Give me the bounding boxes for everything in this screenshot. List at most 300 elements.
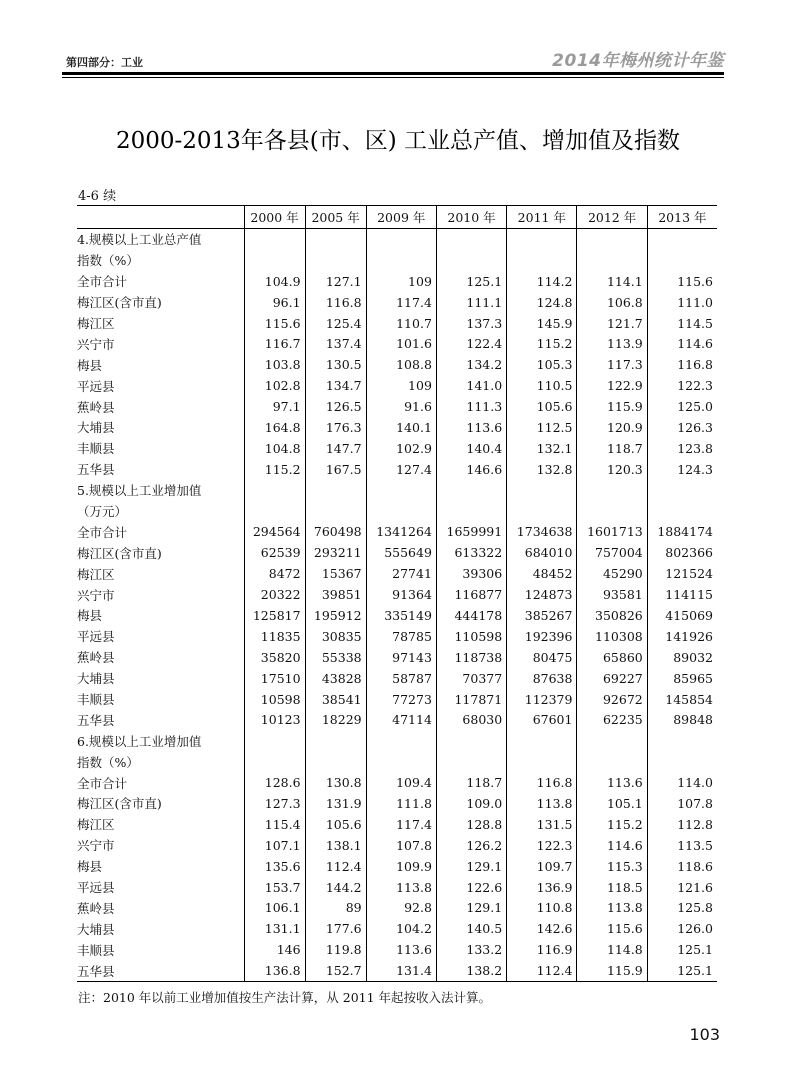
value-cell: 89 (305, 898, 366, 919)
value-cell (507, 751, 577, 772)
value-cell: 121.7 (577, 313, 647, 334)
header-rule-thin (62, 77, 724, 78)
value-cell: 195912 (305, 605, 366, 626)
value-cell: 116.8 (647, 354, 717, 375)
value-cell: 115.9 (577, 396, 647, 417)
value-cell (366, 730, 436, 751)
value-cell: 102.8 (244, 375, 305, 396)
value-cell (305, 501, 366, 522)
value-cell: 121.6 (647, 877, 717, 898)
table-row (77, 438, 717, 459)
value-cell: 112.8 (647, 814, 717, 835)
value-cell: 17510 (244, 668, 305, 689)
value-cell: 39851 (305, 584, 366, 605)
value-cell: 78785 (366, 626, 436, 647)
value-cell: 70377 (436, 668, 506, 689)
value-cell: 107.1 (244, 835, 305, 856)
value-cell: 126.5 (305, 396, 366, 417)
value-cell: 1601713 (577, 521, 647, 542)
value-cell: 1659991 (436, 521, 506, 542)
value-cell: 117.3 (577, 354, 647, 375)
value-cell: 10123 (244, 709, 305, 730)
value-cell (577, 229, 647, 250)
value-cell: 126.3 (647, 417, 717, 438)
row-label: 梅江区 (77, 566, 115, 582)
value-cell: 112.5 (507, 417, 577, 438)
value-cell: 45290 (577, 563, 647, 584)
value-cell: 134.2 (436, 354, 506, 375)
table-row (77, 375, 717, 396)
row-label: 梅江区 (77, 316, 115, 331)
row-label: 兴宁市 (77, 336, 115, 352)
value-cell: 117.4 (366, 814, 436, 835)
header-cell-year: 2011 年 (507, 206, 577, 229)
value-cell: 335149 (366, 605, 436, 626)
value-cell: 115.3 (577, 856, 647, 877)
value-cell: 105.6 (305, 814, 366, 835)
value-cell: 135.6 (244, 856, 305, 877)
value-cell: 124.3 (647, 459, 717, 480)
value-cell: 294564 (244, 521, 305, 542)
value-cell: 555649 (366, 542, 436, 563)
value-cell: 104.2 (366, 918, 436, 939)
value-cell: 147.7 (305, 438, 366, 459)
value-cell: 114.2 (507, 271, 577, 292)
value-cell: 77273 (366, 689, 436, 710)
value-cell: 115.9 (577, 960, 647, 981)
value-cell: 129.1 (436, 856, 506, 877)
row-label: 4.规模以上工业总产值 (77, 232, 202, 248)
value-cell (366, 751, 436, 772)
value-cell: 114115 (647, 584, 717, 605)
value-cell: 109 (366, 271, 436, 292)
table-row (77, 835, 717, 856)
row-label: 指数（%） (77, 754, 139, 770)
row-label: 五华县 (77, 462, 115, 478)
value-cell: 114.6 (647, 333, 717, 354)
value-cell: 144.2 (305, 877, 366, 898)
row-label: 梅县 (77, 357, 103, 373)
row-label: 全市合计 (77, 775, 128, 791)
statistics-table (77, 205, 717, 982)
value-cell: 93581 (577, 584, 647, 605)
value-cell: 109.4 (366, 772, 436, 793)
value-cell: 104.9 (244, 271, 305, 292)
value-cell: 43828 (305, 668, 366, 689)
value-cell: 97.1 (244, 396, 305, 417)
table-row (77, 814, 717, 835)
value-cell: 85965 (647, 668, 717, 689)
value-cell: 20322 (244, 584, 305, 605)
value-cell: 80475 (507, 647, 577, 668)
value-cell: 121524 (647, 563, 717, 584)
table-row (77, 250, 717, 271)
value-cell: 125.4 (305, 313, 366, 334)
value-cell: 113.8 (577, 898, 647, 919)
value-cell: 127.4 (366, 459, 436, 480)
row-label: 大埔县 (77, 420, 115, 436)
value-cell (305, 480, 366, 501)
value-cell: 153.7 (244, 877, 305, 898)
row-label: 梅江区(含市直) (77, 295, 162, 311)
value-cell: 112379 (507, 689, 577, 710)
value-cell: 350826 (577, 605, 647, 626)
value-cell: 110308 (577, 626, 647, 647)
table-row (77, 229, 717, 250)
table-row (77, 939, 717, 960)
value-cell: 385267 (507, 605, 577, 626)
value-cell: 129.1 (436, 898, 506, 919)
table-row (77, 709, 717, 730)
value-cell (366, 480, 436, 501)
value-cell: 114.1 (577, 271, 647, 292)
row-label: 大埔县 (77, 921, 115, 937)
value-cell: 138.1 (305, 835, 366, 856)
value-cell: 96.1 (244, 292, 305, 313)
value-cell: 114.5 (647, 313, 717, 334)
table-row (77, 751, 717, 772)
value-cell: 10598 (244, 689, 305, 710)
value-cell (507, 229, 577, 250)
value-cell: 68030 (436, 709, 506, 730)
value-cell (577, 250, 647, 271)
value-cell (577, 730, 647, 751)
table-row (77, 313, 717, 334)
value-cell: 137.4 (305, 333, 366, 354)
value-cell: 113.6 (366, 939, 436, 960)
value-cell: 1734638 (507, 521, 577, 542)
value-cell (577, 480, 647, 501)
value-cell (305, 730, 366, 751)
value-cell: 152.7 (305, 960, 366, 981)
value-cell: 97143 (366, 647, 436, 668)
value-cell: 62539 (244, 542, 305, 563)
value-cell (647, 250, 717, 271)
row-label: 兴宁市 (77, 838, 115, 854)
value-cell: 58787 (366, 668, 436, 689)
table-header-row (77, 206, 717, 229)
value-cell: 118.7 (436, 772, 506, 793)
value-cell: 192396 (507, 626, 577, 647)
value-cell: 89032 (647, 647, 717, 668)
value-cell (507, 501, 577, 522)
value-cell: 130.5 (305, 354, 366, 375)
value-cell: 113.8 (507, 793, 577, 814)
table-row (77, 292, 717, 313)
value-cell: 140.5 (436, 918, 506, 939)
header-cell-year: 2005 年 (305, 206, 366, 229)
value-cell: 415069 (647, 605, 717, 626)
value-cell: 130.8 (305, 772, 366, 793)
row-label: 平远县 (77, 378, 115, 394)
header-cell-year: 2009 年 (366, 206, 436, 229)
row-label: 全市合计 (77, 524, 128, 540)
value-cell: 107.8 (647, 793, 717, 814)
row-label: 梅县 (77, 859, 103, 875)
value-cell: 115.6 (244, 313, 305, 334)
value-cell: 116877 (436, 584, 506, 605)
value-cell: 103.8 (244, 354, 305, 375)
yearbook-label: 2014年梅州统计年鉴 (552, 51, 724, 71)
table-row (77, 459, 717, 480)
value-cell: 91.6 (366, 396, 436, 417)
table-row (77, 605, 717, 626)
value-cell: 67601 (507, 709, 577, 730)
table-row (77, 501, 717, 522)
value-cell: 108.8 (366, 354, 436, 375)
row-label: 梅江区(含市直) (77, 796, 162, 812)
row-label: 指数（%） (77, 253, 139, 269)
value-cell (366, 250, 436, 271)
value-cell: 145854 (647, 689, 717, 710)
value-cell: 111.0 (647, 292, 717, 313)
table-row (77, 856, 717, 877)
value-cell: 126.0 (647, 918, 717, 939)
row-label: 丰顺县 (77, 441, 115, 457)
value-cell: 110.8 (507, 898, 577, 919)
row-label: 五华县 (77, 712, 115, 728)
value-cell: 145.9 (507, 313, 577, 334)
row-label: 丰顺县 (77, 942, 115, 958)
value-cell: 125.1 (436, 271, 506, 292)
value-cell: 137.3 (436, 313, 506, 334)
value-cell: 120.3 (577, 459, 647, 480)
value-cell: 122.3 (507, 835, 577, 856)
value-cell: 55338 (305, 647, 366, 668)
value-cell: 104.8 (244, 438, 305, 459)
row-label: 五华县 (77, 960, 244, 981)
value-cell (436, 229, 506, 250)
value-cell: 110.5 (507, 375, 577, 396)
table-row (77, 668, 717, 689)
row-label: 蕉岭县 (77, 900, 115, 916)
value-cell: 757004 (577, 542, 647, 563)
value-cell: 122.6 (436, 877, 506, 898)
row-label: 梅县 (77, 608, 103, 624)
value-cell (244, 229, 305, 250)
value-cell: 134.7 (305, 375, 366, 396)
value-cell: 27741 (366, 563, 436, 584)
value-cell (647, 229, 717, 250)
value-cell: 136.8 (244, 960, 305, 981)
row-label: 6.规模以上工业增加值 (77, 733, 202, 749)
value-cell: 131.5 (507, 814, 577, 835)
value-cell: 116.8 (305, 292, 366, 313)
value-cell: 141.0 (436, 375, 506, 396)
value-cell: 8472 (244, 563, 305, 584)
value-cell (647, 501, 717, 522)
value-cell (436, 730, 506, 751)
value-cell: 35820 (244, 647, 305, 668)
value-cell: 760498 (305, 521, 366, 542)
value-cell (305, 751, 366, 772)
value-cell: 113.5 (647, 835, 717, 856)
value-cell: 128.8 (436, 814, 506, 835)
value-cell: 30835 (305, 626, 366, 647)
value-cell: 112.4 (305, 856, 366, 877)
row-label: 大埔县 (77, 671, 115, 687)
value-cell: 113.9 (577, 333, 647, 354)
value-cell: 92.8 (366, 898, 436, 919)
value-cell: 105.3 (507, 354, 577, 375)
value-cell: 124873 (507, 584, 577, 605)
value-cell: 1341264 (366, 521, 436, 542)
value-cell: 101.6 (366, 333, 436, 354)
value-cell (577, 501, 647, 522)
value-cell (305, 250, 366, 271)
table-row (77, 396, 717, 417)
table-row (77, 626, 717, 647)
value-cell (507, 480, 577, 501)
value-cell: 613322 (436, 542, 506, 563)
value-cell: 128.6 (244, 772, 305, 793)
value-cell: 109.0 (436, 793, 506, 814)
value-cell: 113.6 (436, 417, 506, 438)
header-cell-year: 2000 年 (244, 206, 305, 229)
value-cell: 114.6 (577, 835, 647, 856)
value-cell: 92672 (577, 689, 647, 710)
table-row (77, 333, 717, 354)
value-cell: 115.2 (244, 459, 305, 480)
value-cell: 122.9 (577, 375, 647, 396)
row-label: 全市合计 (77, 274, 128, 290)
value-cell: 39306 (436, 563, 506, 584)
header-cell-year: 2013 年 (647, 206, 717, 229)
value-cell: 125.1 (647, 960, 717, 981)
header-rule (62, 72, 724, 75)
value-cell: 125.0 (647, 396, 717, 417)
value-cell: 110.7 (366, 313, 436, 334)
value-cell: 117871 (436, 689, 506, 710)
table-row (77, 417, 717, 438)
value-cell (507, 250, 577, 271)
value-cell: 127.1 (305, 271, 366, 292)
value-cell (577, 751, 647, 772)
value-cell (366, 501, 436, 522)
value-cell: 136.9 (507, 877, 577, 898)
value-cell: 118.7 (577, 438, 647, 459)
value-cell: 102.9 (366, 438, 436, 459)
table-row (77, 542, 717, 563)
value-cell: 124.8 (507, 292, 577, 313)
table-row (77, 563, 717, 584)
value-cell: 146.6 (436, 459, 506, 480)
value-cell: 65860 (577, 647, 647, 668)
value-cell: 138.2 (436, 960, 506, 981)
value-cell: 115.6 (577, 918, 647, 939)
value-cell: 141926 (647, 626, 717, 647)
row-label: 梅江区(含市直) (77, 545, 162, 561)
value-cell: 132.8 (507, 459, 577, 480)
table-row (77, 647, 717, 668)
value-cell: 114.8 (577, 939, 647, 960)
value-cell: 133.2 (436, 939, 506, 960)
value-cell: 115.2 (507, 333, 577, 354)
value-cell: 109.9 (366, 856, 436, 877)
value-cell: 11835 (244, 626, 305, 647)
table-row (77, 354, 717, 375)
section-label: 第四部分：工业 (66, 56, 143, 69)
value-cell: 444178 (436, 605, 506, 626)
value-cell: 106.8 (577, 292, 647, 313)
value-cell: 89848 (647, 709, 717, 730)
table-row (77, 918, 717, 939)
footnote: 注：2010 年以前工业增加值按生产法计算，从 2011 年起按收入法计算。 (78, 990, 492, 1005)
value-cell (436, 250, 506, 271)
value-cell: 87638 (507, 668, 577, 689)
value-cell: 91364 (366, 584, 436, 605)
value-cell (366, 229, 436, 250)
value-cell: 119.8 (305, 939, 366, 960)
value-cell (305, 229, 366, 250)
value-cell: 118.5 (577, 877, 647, 898)
value-cell (647, 751, 717, 772)
value-cell: 142.6 (507, 918, 577, 939)
value-cell (507, 730, 577, 751)
row-label: （万元） (77, 504, 128, 520)
value-cell: 131.4 (366, 960, 436, 981)
value-cell: 115.4 (244, 814, 305, 835)
value-cell: 111.1 (436, 292, 506, 313)
row-label: 蕉岭县 (77, 399, 115, 415)
table-row (77, 271, 717, 292)
value-cell: 177.6 (305, 918, 366, 939)
value-cell: 123.8 (647, 438, 717, 459)
table-row (77, 772, 717, 793)
value-cell: 105.6 (507, 396, 577, 417)
row-label: 兴宁市 (77, 587, 115, 603)
value-cell: 116.8 (507, 772, 577, 793)
row-label: 丰顺县 (77, 692, 115, 708)
value-cell: 684010 (507, 542, 577, 563)
value-cell: 1884174 (647, 521, 717, 542)
value-cell: 140.4 (436, 438, 506, 459)
value-cell: 105.1 (577, 793, 647, 814)
value-cell: 113.6 (577, 772, 647, 793)
value-cell: 126.2 (436, 835, 506, 856)
table-body (77, 229, 717, 982)
value-cell: 125817 (244, 605, 305, 626)
header-cell-label (77, 206, 244, 229)
value-cell: 125.8 (647, 898, 717, 919)
row-label: 平远县 (77, 629, 115, 645)
value-cell: 120.9 (577, 417, 647, 438)
value-cell: 69227 (577, 668, 647, 689)
value-cell: 164.8 (244, 417, 305, 438)
value-cell: 118.6 (647, 856, 717, 877)
value-cell: 117.4 (366, 292, 436, 313)
row-label: 蕉岭县 (77, 650, 115, 666)
value-cell: 127.3 (244, 793, 305, 814)
page-title: 2000-2013年各县(市、区) 工业总产值、增加值及指数 (115, 128, 681, 154)
value-cell (647, 480, 717, 501)
value-cell: 111.8 (366, 793, 436, 814)
table-row (77, 793, 717, 814)
row-label: 平远县 (77, 880, 115, 896)
table-row (77, 898, 717, 919)
value-cell (244, 730, 305, 751)
value-cell: 15367 (305, 563, 366, 584)
header-cell-year: 2012 年 (577, 206, 647, 229)
page-number: 103 (689, 1025, 720, 1044)
table-row (77, 960, 717, 981)
value-cell: 167.5 (305, 459, 366, 480)
value-cell (244, 250, 305, 271)
value-cell: 293211 (305, 542, 366, 563)
value-cell: 110598 (436, 626, 506, 647)
value-cell: 132.1 (507, 438, 577, 459)
value-cell: 802366 (647, 542, 717, 563)
